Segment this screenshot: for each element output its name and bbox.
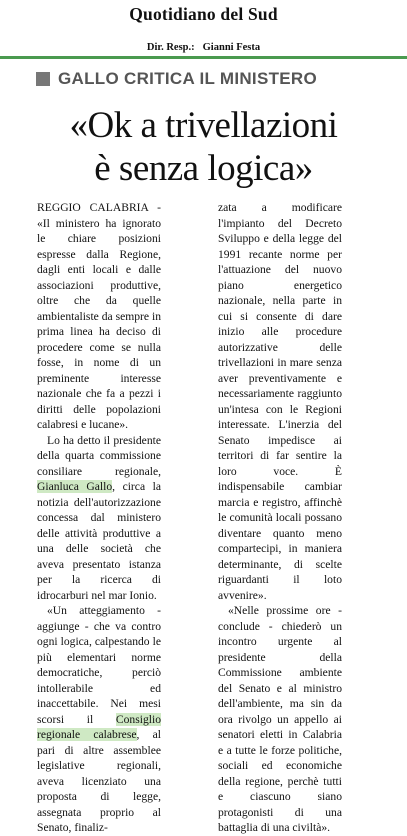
header-rule [0,56,407,59]
paragraph-2-text-a: Lo ha detto il presidente della quarta commissione consiliare regionale, [37,433,161,478]
headline-line-2: è senza logica» [94,148,313,189]
paragraph-5: «Nelle prossime ore - conclude - chiederò un incontro urgente al presidente della Commissione ambiente del Senato e al ministro dell'ambiente, ma sin da ora rivolgo un appello ai senatori eletti in Calabria e a tutte le forze politiche, sociali ed economiche della regione, perchè tutti e ciascuno siano protagonisti di una battaglia di una civiltà». [218,604,342,834]
article-headline [0,104,407,190]
paragraph-3-text-a: «Un atteggiamento - aggiunge - che va contro ogni logica, calpestando le più elementari norme democratiche, perciò intollerabile ed inaccettabile. Nei mesi scorsi il [37,604,161,726]
paragraph-4: zata a modificare l'impianto del Decreto Sviluppo e della legge del 1991 recante norme per l'attuazione del nuovo piano energetico nazionale, nella parte in cui si consente di dare inizio alle procedure autorizzative delle trivellazioni in mare senza aver preventivamente e necessariamente raggiunto un'intesa con le Regioni interessate. L'inerzia del Senato impedisce ai territori di far sentire la loro voce. È indispensabile cambiar marcia e registro, affinchè le comunità locali possano diventare quanto meno compartecipi, in maniera determinante, di scelte riguardanti il loto avvenire». [218,201,342,602]
article-column-2 [218,200,342,836]
paragraph-3-text-b: , al pari di altre assemblee legislative regionali, aveva licenziato una proposta di legge, assegnata proprio al Senato, finaliz- [37,728,161,834]
paragraph-2 [37,433,161,604]
highlight-gianluca-gallo: Gianluca Gallo [37,480,113,493]
kicker-square-icon [36,72,50,86]
responsible-name: Gianni Festa [202,42,261,53]
highlight-consiglio-regionale: Consiglio regionale calabrese [37,712,161,741]
article-column-1 [37,200,161,836]
responsible-director [0,42,407,53]
headline-line-1: «Ok a trivellazioni [69,105,338,146]
paragraph-1: REGGIO CALABRIA - «Il ministero ha ignorato le chiare posizioni espresse dalla Regione, dagli enti locali e dalle associazioni produttive, oltre che da quelle ambientaliste da sempre in prima linea ha deciso di procedere come se nulla fosse, in nome di un preminente interesse nazionale che fa a pezzi i diritti delle popolazioni calabresi e lucane». [37,201,161,431]
newspaper-masthead: Quotidiano del Sud [129,4,278,24]
paragraph-3 [37,603,161,836]
paragraph-2-text-b: , circa la notizia dell'autorizzazione concessa dal ministero delle attività produttive a una delle società che aveva presentato istanza per la ricerca di idrocarburi nel mar Ionio. [37,480,161,602]
article-kicker [36,68,317,90]
kicker-text: GALLO CRITICA IL MINISTERO [58,69,318,88]
responsible-label: Dir. Resp.: [146,42,195,53]
